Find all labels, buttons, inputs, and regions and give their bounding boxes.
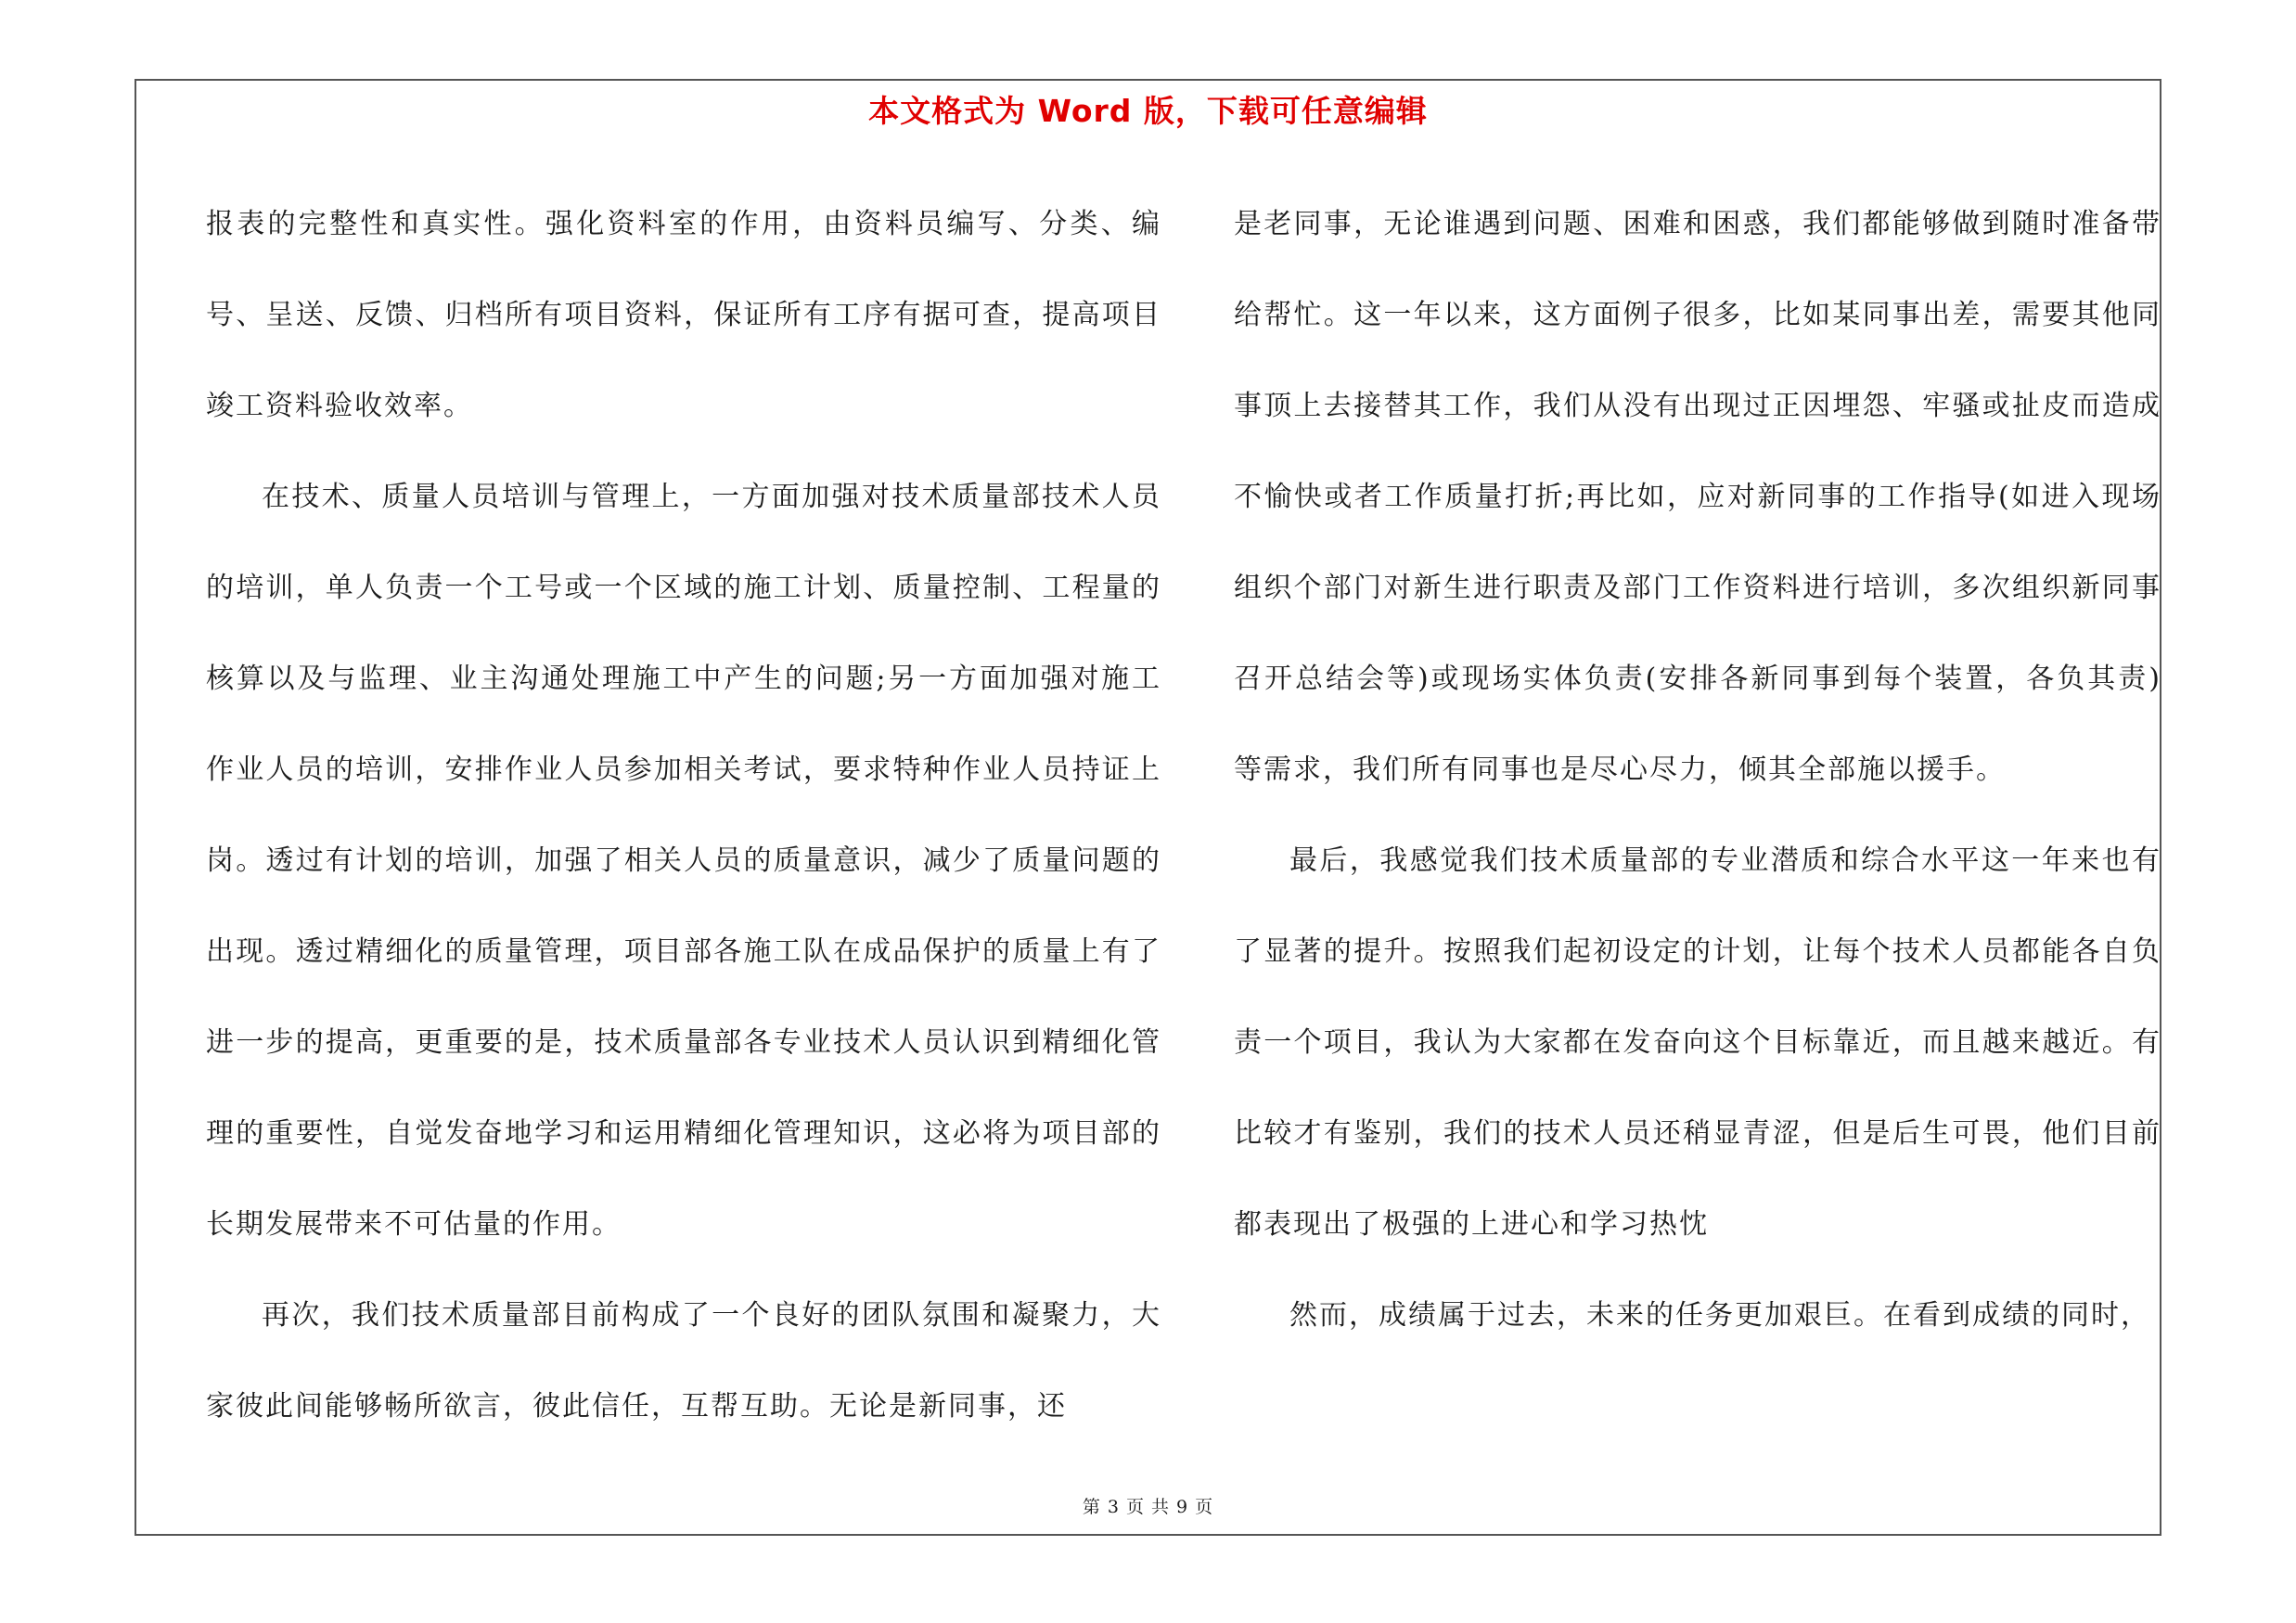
paragraph: 再次，我们技术质量部目前构成了一个良好的团队氛围和凝聚力，大家彼此间能够畅所欲言，彼此信任，互帮互助。无论是新同事，还 bbox=[206, 1299, 1161, 1423]
page-number: 第 3 页 共 9 页 bbox=[1082, 1497, 1214, 1517]
text-column-right bbox=[1234, 179, 2161, 1361]
word-format-banner: 本文格式为 Word 版，下载可任意编辑 bbox=[868, 93, 1428, 129]
paragraph: 然而，成绩属于过去，未来的任务更加艰巨。在看到成绩的同时， bbox=[1289, 1299, 2150, 1332]
paragraph: 报表的完整性和真实性。强化资料室的作用，由资料员编写、分类、编号、呈送、反馈、归档所有项目资料，保证所有工序有据可查，提高项目竣工资料验收效率。 bbox=[206, 208, 1161, 422]
paragraph: 在技术、质量人员培训与管理上，一方面加强对技术质量部技术人员的培训，单人负责一个工号或一个区域的施工计划、质量控制、工程量的核算以及与监理、业主沟通处理施工中产生的问题;另一方面加强对施工作业人员的培训，安排作业人员参加相关考试，要求特种作业人员持证上岗。透过有计划的培训，加强了相关人员的质量意识，减少了质量问题的出现。透过精细化的质量管理，项目部各施工队在成品保护的质量上有了进一步的提高，更重要的是，技术质量部各专业技术人员认识到精细化管理的重要性，自觉发奋地学习和运用精细化管理知识，这必将为项目部的长期发展带来不可估量的作用。 bbox=[206, 481, 1161, 1241]
paragraph: 是老同事，无论谁遇到问题、困难和困惑，我们都能够做到随时准备带给帮忙。这一年以来，这方面例子很多，比如某同事出差，需要其他同事顶上去接替其工作，我们从没有出现过正因埋怨、牢骚或扯皮而造成不愉快或者工作质量打折;再比如，应对新同事的工作指导(如进入现场组织个部门对新生进行职责及部门工作资料进行培训，多次组织新同事召开总结会等)或现场实体负责(安排各新同事到每个装置，各负其责)等需求，我们所有同事也是尽心尽力，倾其全部施以援手。 bbox=[1234, 208, 2161, 786]
paragraph: 最后，我感觉我们技术质量部的专业潜质和综合水平这一年来也有了显著的提升。按照我们起初设定的计划，让每个技术人员都能各自负责一个项目，我认为大家都在发奋向这个目标靠近，而且越来越近。有比较才有鉴别，我们的技术人员还稍显青涩，但是后生可畏，他们目前都表现出了极强的上进心和学习热忱 bbox=[1234, 844, 2161, 1241]
text-column-left bbox=[206, 179, 1161, 1452]
